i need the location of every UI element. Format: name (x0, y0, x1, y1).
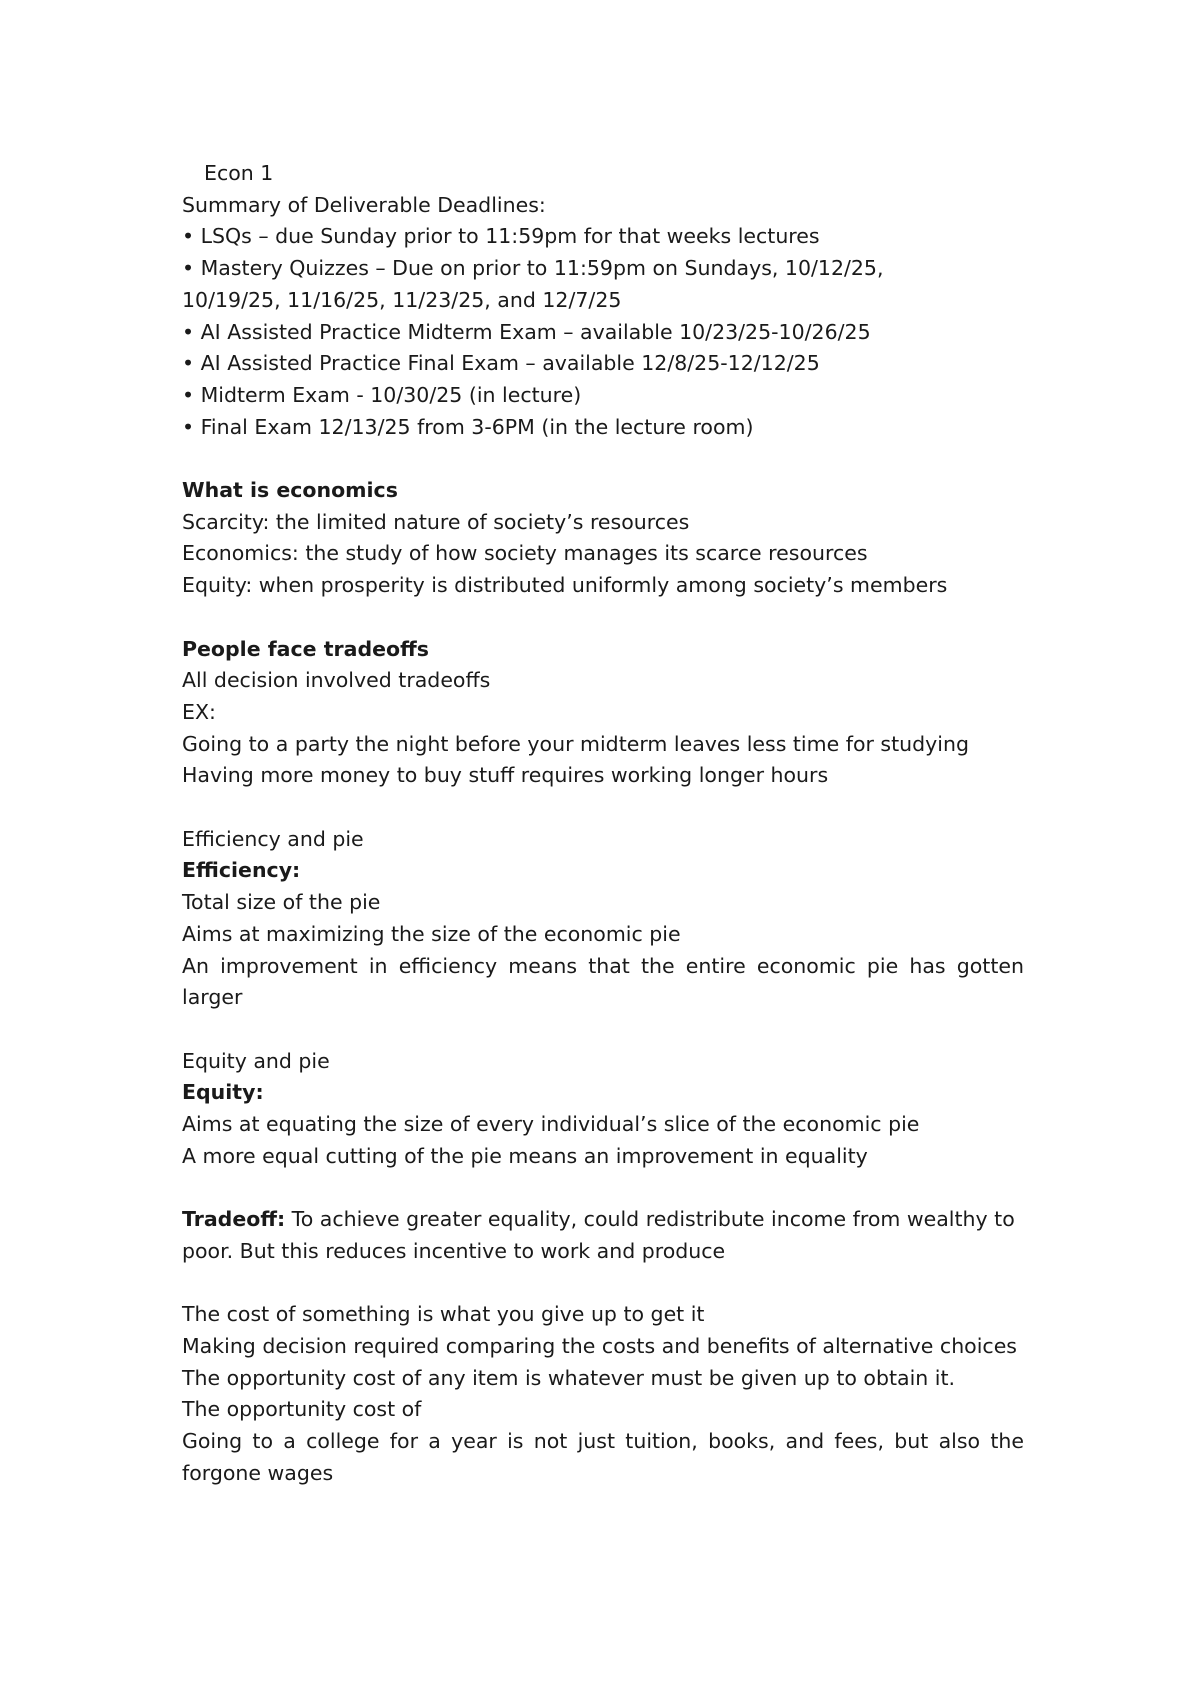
tradeoff-paragraph (182, 1204, 1024, 1267)
section-heading: What is economics (182, 478, 398, 503)
spacer (182, 792, 1024, 824)
text-line: A more equal cutting of the pie means an improvement in equality (182, 1143, 868, 1168)
text-line: Going to a party the night before your midterm leaves less time for studying (182, 731, 969, 756)
text-line: Aims at maximizing the size of the economic pie (182, 921, 681, 946)
section-tradeoffs (182, 634, 1024, 793)
text-line: Scarcity: the limited nature of society’s resources (182, 509, 690, 534)
spacer (182, 443, 1024, 475)
text-line: Having more money to buy stuff requires working longer hours (182, 763, 829, 788)
text-line: EX: (182, 699, 216, 724)
section-efficiency (182, 824, 1024, 1014)
spacer (182, 1268, 1024, 1300)
spacer (182, 602, 1024, 634)
document-page (182, 158, 1024, 1489)
deadline-item: • Mastery Quizzes – Due on prior to 11:59pm on Sundays, 10/12/25, (182, 256, 884, 281)
deadline-item: 10/19/25, 11/16/25, 11/23/25, and 12/7/25 (182, 287, 622, 312)
text-line: Aims at equating the size of every individual’s slice of the economic pie (182, 1112, 920, 1137)
section-intro: Equity and pie (182, 1048, 330, 1073)
section-heading: Equity: (182, 1080, 264, 1105)
section-heading: Efficiency: (182, 858, 301, 883)
text-line: The opportunity cost of any item is whatever must be given up to obtain it. (182, 1365, 956, 1390)
text-line: The opportunity cost of (182, 1397, 422, 1422)
text-paragraph: Going to a college for a year is not just tuition, books, and fees, but also the forgone wages (182, 1429, 1024, 1485)
course-title: Econ 1 (204, 161, 274, 185)
deadline-item: • Final Exam 12/13/25 from 3-6PM (in the lecture room) (182, 414, 754, 439)
text-paragraph: Making decision required comparing the costs and benefits of alternative choices (182, 1333, 1017, 1358)
text-line: All decision involved tradeoffs (182, 668, 491, 693)
text-paragraph: An improvement in efficiency means that the entire economic pie has gotten larger (182, 953, 1024, 1010)
section-intro: Efficiency and pie (182, 826, 364, 851)
tradeoff-text: To achieve greater equality, could redistribute income from wealthy to poor. But this reduces incentive to work and produce (182, 1207, 1015, 1263)
deadline-item: • AI Assisted Practice Final Exam – available 12/8/25-12/12/25 (182, 351, 820, 376)
deadline-item: • LSQs – due Sunday prior to 11:59pm for that weeks lectures (182, 224, 820, 249)
deadline-item: • AI Assisted Practice Midterm Exam – available 10/23/25-10/26/25 (182, 319, 871, 344)
deadline-list (182, 221, 1024, 443)
spacer (182, 1172, 1024, 1204)
text-line: Equity: when prosperity is distributed uniformly among society’s members (182, 573, 948, 598)
section-cost (182, 1299, 1024, 1489)
section-equity (182, 1046, 1024, 1173)
deadline-item: • Midterm Exam - 10/30/25 (in lecture) (182, 382, 582, 407)
section-what-is-economics (182, 475, 1024, 602)
text-line: Total size of the pie (182, 890, 381, 915)
summary-heading: Summary of Deliverable Deadlines: (182, 192, 546, 217)
spacer (182, 1014, 1024, 1046)
text-line: Economics: the study of how society manages its scarce resources (182, 541, 868, 566)
tradeoff-label: Tradeoff: (182, 1207, 286, 1232)
section-heading: People face tradeoffs (182, 636, 429, 661)
text-line: The cost of something is what you give up to get it (182, 1302, 705, 1327)
